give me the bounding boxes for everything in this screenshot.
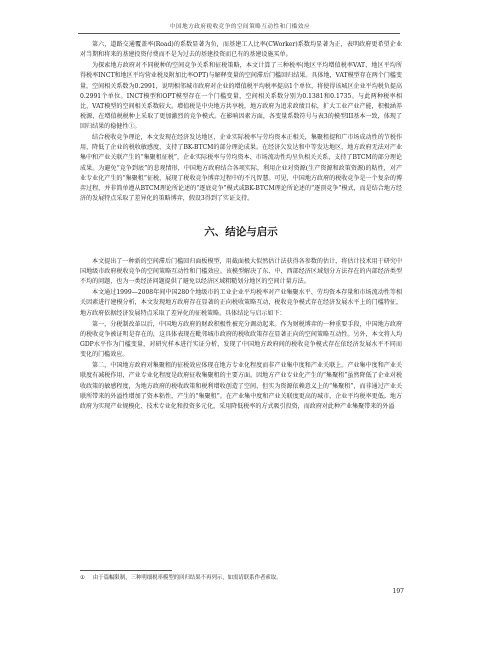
paragraph: 本文提出了一种新的空间滞后门槛回归面板模型，用截面极大似然估计法获得各参数的估计，将估计技术用于研究中国地级市政府税收竞争的空间策略互动性和门槛效应。该模型解决了东、中、西部经济区域划分方法存在的内部经济类型不均的问题，也为一类经济问题提供了避免以经济区域粗糙划分地区的空间计量方法。 [80,257,402,286]
section-heading: 六、结论与启示 [204,225,278,238]
paragraph: 本文通过1999—2008年间中国280个地级市的工业企业平均税率对产业集聚水平、劳均资本存量和市场流动性等相关因素进行建模分析，本文发现地方政府存在显著的正向税收策略互动，税收竞争模式存在经济发展水平上的门槛特征，地方政府依据经济发展特点采取了差异化的征税策略。具体结论与启示如下： [80,289,402,317]
paragraph: 结合税收竞争理论，本文发现在经济发达地区，企业实际税率与劳均资本正相关，集聚租提和广市场成动性的节税作用，降低了企业的税收敏感度，支持了BK-BTCM的部分理论成果。在经济欠发达和中等发达地区，地方政府无法对产业集中和产业关联产生的“集聚租征税”，企业实际税率与劳均资本、市场流动性均呈负相关关系，支持了BTCM的部分理论成果。为避免“竞争到底”的悲观情形，中国地方政府结合各项实际，利用企业对资源(生产资源和政策资源)的粘性，对产业专业化产生的“集聚租”征税，展现了税收竞争博弈过程中的不凡智慧。可见，中国地方政府的税收竞争是一个复杂的博弈过程，并非简单遵从BTCM理论所论述的“逐底竞争”模式或BK-BTCM理论所论述的“逐顶竞争”模式，而是结合地方经济的发展特点采取了差异化的策略博弈，假设3得到了实证支持。 [80,134,402,202]
page-number: 197 [392,588,404,595]
footnote [80,574,402,582]
paragraph: 第六，道路交通覆盖率(Road)的系数显著为负，而基建工人比率(CWorker)系数均显著为正，表明政府更希望企业对当期和将来的基建投资付费而不是为过去的基建投资而已有的基建设施买单。 [80,41,402,59]
footnote-rule [80,570,172,571]
body-text [80,40,402,413]
paragraph: 为探索地方政府对不同税种的空间竞争关系和征税策略，本文计算了三种税率(地区平均增值税率VAT、地区平均所得税率INCT和地区平均营业税及附加比率OPT)与解释变量的空间滞后门槛回归结果。具体地，VAT模型存在两个门槛变量，空间相关系数为0.2991，说明相邻城市政府对企业的增值税平均税率提高1个单位，将使得该城区企业平均税负提高0.2991个单位。INCT模型和OPT模型存在一个门槛变量，空间相关系数分别为0.1381和0.1735。与此两种税率相比，VAT模型的空间相关系数较大。增值税是中央地方共享税，地方政府为追求政绩目标，扩大工业产业产能，积极涵养税源，在增值税税种上采取了更加激烈的竞争模式。在影响因素方面，各变量系数符号与表3的模型III基本一致，体现了回归结果的稳健性①。 [80,62,402,130]
running-header: 中国地方政府税收竞争的空间策略互动性和门槛效应 [169,24,311,30]
paragraph: 第二，中国地方政府对集聚租的征税效应体现在地方专业化程度而非产业集中度和产业关联上。产业集中度和产业关联度有减税作用，产业专业化程度是政府征收集聚租的主要方面。因地方产业专业化产生的“集聚租”虽然降低了企业对税收政策的敏感程度，为地方政府的税收政策和税利增收创造了空间，但实为资源依赖意义上的“集聚租”，而非通过产业关联所带来的外溢性增加了资本粘性，产生的“集聚租”。在产业集中度和产业关联度更高的城市，企业平均税率更低。地方政府为实现产业规模化、技术专业化和投资多元化，采用降低税率的方式吸引投资，而政府对此种产业集聚带来的外溢 [80,362,402,410]
footnote-text: 由于篇幅限制，三种明细税率模型的回归结果不再列示，如需请联系作者索取。 [92,575,282,581]
footnote-marker: ① [80,575,85,581]
header-rule [78,33,400,34]
paragraph: 第一，分税制改革以后，中国地方政府的财政积极性被充分调动起来。作为财税博弈的一种重要手段，中国地方政府的税收竞争被证明是存在的，这具体表现在毗邻城市政府的税收政策存在显著正向的空间策略互动性。另外，本文将人均GDP水平作为门槛变量，对研究样本进行实证分析，发现了中国地方政府间的税收竞争模式存在依经济发展水平不同而变化的门槛效应。 [80,320,402,359]
